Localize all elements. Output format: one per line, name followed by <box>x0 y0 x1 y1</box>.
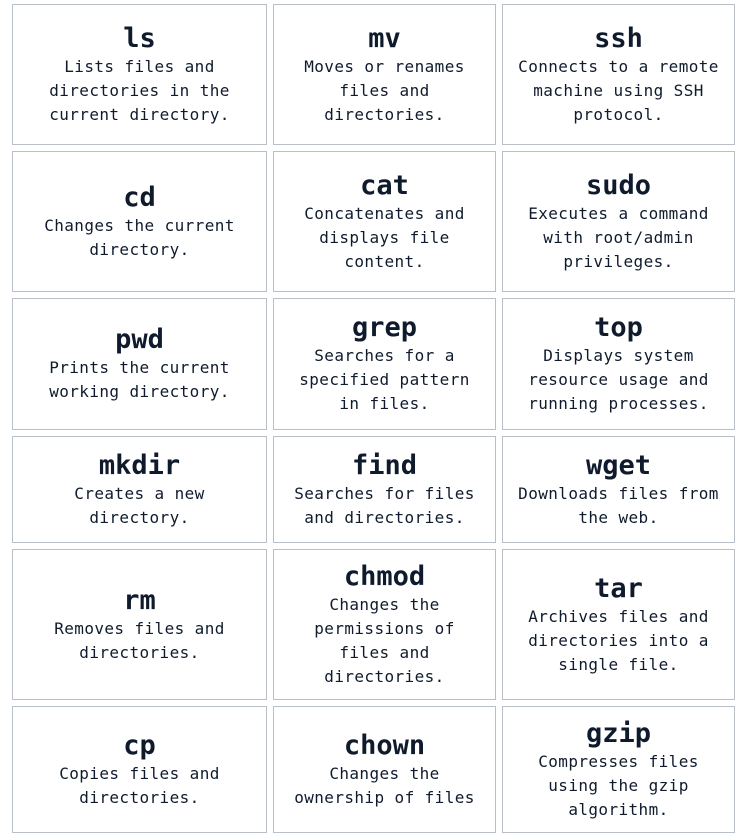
command-description: Moves or renames files and directories. <box>304 56 465 124</box>
command-name: grep <box>351 312 418 343</box>
command-description: Searches for files and directories. <box>294 483 475 527</box>
command-name: wget <box>585 449 652 481</box>
command-name: find <box>351 449 418 481</box>
command-card-rm <box>12 549 267 700</box>
command-name: chown <box>343 729 426 761</box>
command-card-top <box>502 298 735 430</box>
command-name: gzip <box>585 717 652 749</box>
command-name: cat <box>360 169 409 201</box>
command-description: Displays system resource usage and running processes. <box>528 346 709 413</box>
command-description: Downloads files from the web. <box>518 483 719 527</box>
command-name: rm <box>123 584 156 616</box>
command-description: Searches for a specified pattern in files. <box>299 346 470 413</box>
command-name: sudo <box>585 169 652 201</box>
command-description: Changes the permissions of files and directories. <box>314 594 455 686</box>
command-description: Archives files and directories into a single file. <box>528 606 709 674</box>
command-card-chmod <box>273 549 496 700</box>
command-card-sudo <box>502 151 735 292</box>
command-description: Changes the ownership of files <box>294 763 475 807</box>
command-card-mv <box>273 4 496 145</box>
command-description: Compresses files using the gzip algorithm. <box>538 751 699 819</box>
command-name: chmod <box>343 560 426 592</box>
command-name: ls <box>123 22 156 54</box>
command-card-ls <box>12 4 267 145</box>
command-name: cd <box>123 181 156 213</box>
command-card-wget <box>502 436 735 543</box>
command-name: cp <box>123 729 156 761</box>
command-description: Connects to a remote machine using SSH protocol. <box>518 56 719 124</box>
command-card-tar <box>502 549 735 700</box>
command-card-gzip <box>502 706 735 833</box>
command-description: Executes a command with root/admin privileges. <box>528 203 709 271</box>
command-description: Changes the current directory. <box>44 215 235 259</box>
command-name: tar <box>594 572 643 604</box>
command-name: top <box>594 312 643 343</box>
command-description: Creates a new directory. <box>74 483 205 527</box>
command-card-ssh <box>502 4 735 145</box>
command-card-mkdir <box>12 436 267 543</box>
command-description: Concatenates and displays file content. <box>304 203 465 271</box>
command-card-cp <box>12 706 267 833</box>
command-name: mv <box>368 22 401 54</box>
command-card-grid <box>12 4 735 827</box>
command-description: Lists files and directories in the current directory. <box>49 56 230 124</box>
command-card-find <box>273 436 496 543</box>
command-card-cd <box>12 151 267 292</box>
command-card-grep <box>273 298 496 430</box>
command-description: Removes files and directories. <box>54 618 225 662</box>
command-card-cat <box>273 151 496 292</box>
command-name: ssh <box>594 22 643 54</box>
command-description: Copies files and directories. <box>59 763 220 807</box>
command-description: Prints the current working directory. <box>49 358 230 401</box>
command-name: pwd <box>115 324 164 355</box>
command-card-pwd <box>12 298 267 430</box>
command-name: mkdir <box>98 449 181 481</box>
command-card-chown <box>273 706 496 833</box>
